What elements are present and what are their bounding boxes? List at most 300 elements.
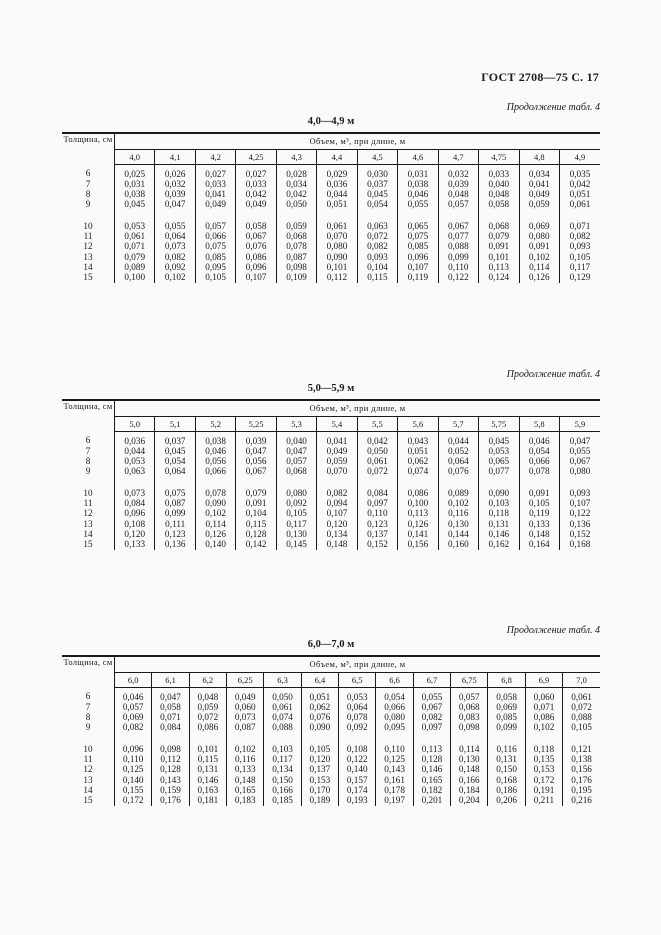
volume-cell: 0,037 <box>357 179 397 189</box>
thickness-cell: 13 <box>62 519 115 529</box>
length-header: 7,0 <box>563 673 600 688</box>
volume-cell: 0,102 <box>525 723 562 733</box>
thickness-cell: 14 <box>62 529 115 539</box>
volume-cell: 0,120 <box>317 519 357 529</box>
length-header: 5,7 <box>438 417 478 432</box>
volume-cell: 0,058 <box>479 200 519 210</box>
length-header: 4,1 <box>155 150 195 165</box>
table-section-5-0 <box>62 369 600 550</box>
volume-cell: 0,105 <box>519 498 559 508</box>
volume-cell: 0,116 <box>488 744 525 754</box>
volume-cell: 0,033 <box>195 179 235 189</box>
volume-cell: 0,090 <box>301 723 338 733</box>
volume-header: Объем, м³, при длине, м <box>115 656 601 673</box>
volume-cell: 0,103 <box>264 744 301 754</box>
volume-cell: 0,100 <box>115 273 155 283</box>
volume-cell: 0,059 <box>189 702 226 712</box>
volume-cell: 0,042 <box>236 190 276 200</box>
volume-cell: 0,109 <box>276 273 316 283</box>
volume-cell: 0,071 <box>115 242 155 252</box>
volume-cell: 0,098 <box>276 262 316 272</box>
length-header: 6,8 <box>488 673 525 688</box>
volume-cell: 0,079 <box>479 231 519 241</box>
table-row <box>62 796 600 806</box>
volume-cell: 0,086 <box>398 488 438 498</box>
volume-cell: 0,150 <box>264 775 301 785</box>
volume-cell: 0,084 <box>357 488 397 498</box>
length-header: 6,5 <box>339 673 376 688</box>
volume-cell: 0,061 <box>115 231 155 241</box>
volume-cell: 0,027 <box>195 165 235 180</box>
volume-cell: 0,115 <box>189 754 226 764</box>
volume-cell: 0,130 <box>276 529 316 539</box>
volume-cell: 0,058 <box>488 688 525 703</box>
volume-cell: 0,143 <box>152 775 189 785</box>
volume-cell: 0,105 <box>569 251 591 262</box>
volume-cell: 0,050 <box>264 688 301 703</box>
volume-cell: 0,156 <box>398 540 438 550</box>
volume-cell: 0,036 <box>317 179 357 189</box>
volume-cell: 0,068 <box>276 467 316 477</box>
volume-cell: 0,046 <box>398 190 438 200</box>
volume-cell: 0,044 <box>438 432 478 447</box>
volume-cell: 0,063 <box>115 467 155 477</box>
volume-cell: 0,148 <box>519 529 559 539</box>
volume-cell: 0,055 <box>155 221 195 231</box>
volume-cell: 0,161 <box>376 775 413 785</box>
volume-cell: 0,137 <box>301 765 338 775</box>
table-row <box>62 252 600 262</box>
volume-cell: 0,051 <box>569 189 591 200</box>
volume-cell: 0,080 <box>519 231 559 241</box>
volume-cell: 0,038 <box>398 179 438 189</box>
table-header-row <box>62 400 600 417</box>
group-spacer <box>62 210 600 221</box>
length-header-row <box>62 150 600 165</box>
volume-cell: 0,038 <box>195 432 235 447</box>
volume-cell: 0,057 <box>195 221 235 231</box>
thickness-cell: 13 <box>62 775 115 785</box>
thickness-cell: 15 <box>62 796 115 806</box>
length-header: 4,9 <box>559 150 600 165</box>
volume-cell: 0,094 <box>317 498 357 508</box>
volume-cell: 0,030 <box>357 165 397 180</box>
volume-cell: 0,044 <box>115 446 155 456</box>
length-header: 6,75 <box>451 673 488 688</box>
volume-cell: 0,082 <box>357 242 397 252</box>
volume-cell: 0,102 <box>519 252 559 262</box>
volume-cell: 0,055 <box>398 200 438 210</box>
volume-cell: 0,159 <box>152 785 189 795</box>
volume-cell: 0,153 <box>301 775 338 785</box>
volume-cell: 0,146 <box>479 529 519 539</box>
volume-cell: 0,099 <box>438 252 478 262</box>
table-row <box>62 754 600 764</box>
length-header: 5,2 <box>195 417 235 432</box>
volume-cell: 0,057 <box>451 688 488 703</box>
volume-cell: 0,053 <box>479 446 519 456</box>
length-range-title: 5,0—5,9 м <box>307 383 355 394</box>
volume-cell: 0,148 <box>317 540 357 550</box>
volume-cell: 0,133 <box>519 519 559 529</box>
volume-cell: 0,129 <box>569 272 591 283</box>
table-row <box>62 765 600 775</box>
length-header: 6,0 <box>115 673 152 688</box>
volume-cell: 0,115 <box>357 273 397 283</box>
thickness-cell: 12 <box>62 509 115 519</box>
volume-cell: 0,104 <box>236 509 276 519</box>
volume-cell: 0,049 <box>317 446 357 456</box>
volume-cell: 0,178 <box>376 785 413 795</box>
volume-cell: 0,182 <box>413 785 450 795</box>
volume-cell: 0,036 <box>115 432 155 447</box>
volume-cell: 0,113 <box>479 262 519 272</box>
volume-cell: 0,141 <box>398 529 438 539</box>
volume-cell: 0,107 <box>317 509 357 519</box>
volume-cell: 0,186 <box>488 785 525 795</box>
volume-cell: 0,038 <box>115 190 155 200</box>
volume-cell: 0,090 <box>195 498 235 508</box>
volume-cell: 0,097 <box>357 498 397 508</box>
table-row <box>62 467 600 477</box>
volume-cell: 0,034 <box>519 165 559 180</box>
length-header: 4,75 <box>479 150 519 165</box>
length-header: 5,1 <box>155 417 195 432</box>
volume-cell: 0,120 <box>301 754 338 764</box>
volume-cell: 0,080 <box>276 488 316 498</box>
volume-cell: 0,102 <box>438 498 478 508</box>
table-row <box>62 723 600 733</box>
volume-cell: 0,163 <box>189 785 226 795</box>
volume-cell: 0,105 <box>276 509 316 519</box>
volume-cell: 0,044 <box>317 190 357 200</box>
volume-cell: 0,143 <box>376 765 413 775</box>
volume-cell: 0,099 <box>488 723 525 733</box>
volume-cell: 0,031 <box>115 179 155 189</box>
table-row <box>62 498 600 508</box>
volume-cell: 0,117 <box>276 519 316 529</box>
volume-cell: 0,046 <box>195 446 235 456</box>
volume-cell: 0,131 <box>479 519 519 529</box>
volume-cell: 0,172 <box>525 775 562 785</box>
volume-cell: 0,048 <box>189 688 226 703</box>
volume-cell: 0,165 <box>413 775 450 785</box>
volume-cell: 0,072 <box>357 231 397 241</box>
volume-cell: 0,134 <box>264 765 301 775</box>
volume-cell: 0,197 <box>376 796 413 806</box>
volume-cell: 0,121 <box>571 743 592 754</box>
volume-cell: 0,206 <box>488 796 525 806</box>
volume-cell: 0,165 <box>227 785 264 795</box>
thickness-cell: 11 <box>62 498 115 508</box>
volume-cell: 0,128 <box>152 765 189 775</box>
volume-cell: 0,155 <box>115 785 152 795</box>
volume-cell: 0,201 <box>413 796 450 806</box>
continuation-label: Продолжение табл. 4 <box>506 625 600 636</box>
group-spacer <box>62 477 600 488</box>
volume-cell: 0,107 <box>398 262 438 272</box>
length-header: 5,25 <box>236 417 276 432</box>
volume-cell: 0,048 <box>438 190 478 200</box>
table-row <box>62 519 600 529</box>
volume-cell: 0,130 <box>451 754 488 764</box>
thickness-cell: 7 <box>62 446 115 456</box>
length-header: 5,9 <box>559 417 600 432</box>
volume-cell: 0,069 <box>115 713 152 723</box>
thickness-cell: 11 <box>62 231 115 241</box>
volume-cell: 0,069 <box>488 702 525 712</box>
volume-cell: 0,060 <box>227 702 264 712</box>
volume-cell: 0,092 <box>339 723 376 733</box>
volume-cell: 0,131 <box>488 754 525 764</box>
length-header: 5,8 <box>519 417 559 432</box>
volume-cell: 0,126 <box>398 519 438 529</box>
volume-cell: 0,025 <box>115 165 155 180</box>
thickness-cell: 15 <box>62 273 115 283</box>
table-row <box>62 457 600 467</box>
volume-cell: 0,039 <box>438 179 478 189</box>
volume-header: Объем, м³, при длине, м <box>115 400 601 417</box>
volume-cell: 0,034 <box>276 179 316 189</box>
volume-cell: 0,108 <box>339 744 376 754</box>
volume-cell: 0,050 <box>357 446 397 456</box>
volume-cell: 0,146 <box>413 765 450 775</box>
volume-cell: 0,122 <box>339 754 376 764</box>
volume-cell: 0,040 <box>479 179 519 189</box>
volume-cell: 0,086 <box>236 252 276 262</box>
volume-cell: 0,037 <box>155 432 195 447</box>
volume-cell: 0,117 <box>569 261 591 272</box>
volume-cell: 0,066 <box>195 467 235 477</box>
volume-cell: 0,058 <box>236 221 276 231</box>
volume-cell: 0,075 <box>398 231 438 241</box>
volume-cell: 0,080 <box>317 242 357 252</box>
table-row <box>62 702 600 712</box>
volume-cell: 0,114 <box>519 262 559 272</box>
volume-cell: 0,204 <box>451 796 488 806</box>
volume-cell: 0,176 <box>571 774 592 785</box>
volume-cell: 0,128 <box>413 754 450 764</box>
volume-cell: 0,078 <box>276 242 316 252</box>
volume-cell: 0,120 <box>115 529 155 539</box>
volume-cell: 0,133 <box>227 765 264 775</box>
volume-cell: 0,087 <box>155 498 195 508</box>
volume-cell: 0,033 <box>479 165 519 180</box>
volume-cell: 0,065 <box>398 221 438 231</box>
volume-cell: 0,053 <box>115 221 155 231</box>
volume-cell: 0,102 <box>155 273 195 283</box>
volume-cell: 0,054 <box>357 200 397 210</box>
volume-cell: 0,176 <box>152 796 189 806</box>
volume-cell: 0,061 <box>264 702 301 712</box>
volume-cell: 0,069 <box>519 221 559 231</box>
volume-cell: 0,092 <box>155 262 195 272</box>
volume-cell: 0,032 <box>438 165 478 180</box>
volume-cell: 0,105 <box>571 722 592 733</box>
length-header: 4,2 <box>195 150 235 165</box>
volume-cell: 0,066 <box>376 702 413 712</box>
volume-table <box>62 399 600 550</box>
table-row <box>62 179 600 189</box>
length-header: 5,6 <box>398 417 438 432</box>
table-row <box>62 446 600 456</box>
volume-cell: 0,124 <box>479 273 519 283</box>
volume-cell: 0,026 <box>155 165 195 180</box>
volume-table <box>62 132 600 283</box>
length-header: 4,25 <box>236 150 276 165</box>
volume-cell: 0,049 <box>227 688 264 703</box>
thickness-cell: 13 <box>62 252 115 262</box>
volume-cell: 0,071 <box>525 702 562 712</box>
volume-cell: 0,090 <box>479 488 519 498</box>
volume-cell: 0,045 <box>479 432 519 447</box>
table-row <box>62 713 600 723</box>
volume-cell: 0,119 <box>398 273 438 283</box>
length-header: 6,7 <box>413 673 450 688</box>
volume-cell: 0,071 <box>569 220 591 231</box>
volume-cell: 0,074 <box>398 467 438 477</box>
volume-cell: 0,134 <box>317 529 357 539</box>
thickness-cell: 14 <box>62 262 115 272</box>
volume-cell: 0,064 <box>155 467 195 477</box>
table-row <box>62 488 600 498</box>
thickness-column-header: Толщина, см <box>62 400 115 432</box>
volume-cell: 0,150 <box>488 765 525 775</box>
volume-cell: 0,078 <box>519 467 559 477</box>
table-row <box>62 509 600 519</box>
volume-cell: 0,084 <box>152 723 189 733</box>
table-row <box>62 688 600 703</box>
volume-cell: 0,076 <box>236 242 276 252</box>
table-row <box>62 200 600 210</box>
volume-cell: 0,087 <box>227 723 264 733</box>
volume-cell: 0,082 <box>155 252 195 262</box>
thickness-cell: 7 <box>62 179 115 189</box>
volume-cell: 0,051 <box>301 688 338 703</box>
volume-cell: 0,056 <box>236 457 276 467</box>
volume-cell: 0,114 <box>195 519 235 529</box>
volume-cell: 0,039 <box>155 190 195 200</box>
volume-cell: 0,029 <box>317 165 357 180</box>
volume-cell: 0,092 <box>276 498 316 508</box>
volume-cell: 0,193 <box>339 796 376 806</box>
volume-cell: 0,107 <box>569 498 591 509</box>
volume-cell: 0,170 <box>301 785 338 795</box>
volume-cell: 0,136 <box>155 540 195 550</box>
volume-cell: 0,144 <box>438 529 478 539</box>
volume-cell: 0,054 <box>519 446 559 456</box>
volume-cell: 0,146 <box>189 775 226 785</box>
table-row <box>62 262 600 272</box>
volume-cell: 0,101 <box>317 262 357 272</box>
continuation-label: Продолжение табл. 4 <box>506 102 600 113</box>
volume-cell: 0,057 <box>276 457 316 467</box>
volume-cell: 0,137 <box>357 529 397 539</box>
volume-cell: 0,068 <box>276 231 316 241</box>
volume-cell: 0,067 <box>236 467 276 477</box>
volume-cell: 0,083 <box>451 713 488 723</box>
thickness-cell: 10 <box>62 488 115 498</box>
volume-cell: 0,101 <box>479 252 519 262</box>
volume-cell: 0,067 <box>236 231 276 241</box>
volume-cell: 0,051 <box>317 200 357 210</box>
volume-cell: 0,057 <box>115 702 152 712</box>
thickness-cell: 8 <box>62 190 115 200</box>
page-header: ГОСТ 2708—75 С. 17 <box>481 70 599 84</box>
volume-cell: 0,040 <box>276 432 316 447</box>
volume-cell: 0,098 <box>451 723 488 733</box>
volume-cell: 0,088 <box>264 723 301 733</box>
table-row <box>62 529 600 539</box>
volume-cell: 0,096 <box>398 252 438 262</box>
volume-cell: 0,028 <box>276 165 316 180</box>
volume-cell: 0,061 <box>571 691 592 702</box>
volume-cell: 0,098 <box>152 744 189 754</box>
volume-cell: 0,126 <box>519 273 559 283</box>
volume-cell: 0,095 <box>376 723 413 733</box>
volume-cell: 0,046 <box>519 432 559 447</box>
group-spacer <box>62 733 600 744</box>
volume-cell: 0,140 <box>195 540 235 550</box>
volume-cell: 0,082 <box>317 488 357 498</box>
volume-cell: 0,078 <box>339 713 376 723</box>
volume-cell: 0,097 <box>413 723 450 733</box>
volume-cell: 0,133 <box>115 540 155 550</box>
volume-cell: 0,066 <box>519 457 559 467</box>
volume-cell: 0,086 <box>525 713 562 723</box>
volume-cell: 0,168 <box>488 775 525 785</box>
volume-cell: 0,064 <box>339 702 376 712</box>
volume-cell: 0,075 <box>195 242 235 252</box>
volume-cell: 0,035 <box>569 168 591 179</box>
table-row <box>62 190 600 200</box>
volume-cell: 0,056 <box>195 457 235 467</box>
length-header: 6,1 <box>152 673 189 688</box>
volume-cell: 0,130 <box>438 519 478 529</box>
volume-cell: 0,064 <box>438 457 478 467</box>
volume-cell: 0,185 <box>264 796 301 806</box>
table-row <box>62 165 600 180</box>
volume-cell: 0,140 <box>339 765 376 775</box>
volume-cell: 0,189 <box>301 796 338 806</box>
table-row <box>62 785 600 795</box>
volume-cell: 0,135 <box>525 754 562 764</box>
volume-cell: 0,072 <box>189 713 226 723</box>
volume-cell: 0,093 <box>569 487 591 498</box>
thickness-cell: 10 <box>62 744 115 754</box>
thickness-column-header: Толщина, см <box>62 133 115 165</box>
table-row <box>62 744 600 754</box>
volume-cell: 0,119 <box>519 509 559 519</box>
volume-cell: 0,067 <box>438 221 478 231</box>
volume-cell: 0,086 <box>189 723 226 733</box>
volume-cell: 0,047 <box>569 435 591 446</box>
volume-cell: 0,072 <box>357 467 397 477</box>
volume-cell: 0,060 <box>525 688 562 703</box>
volume-cell: 0,076 <box>438 467 478 477</box>
volume-cell: 0,110 <box>357 509 397 519</box>
volume-cell: 0,105 <box>195 273 235 283</box>
volume-cell: 0,055 <box>413 688 450 703</box>
length-header: 5,0 <box>115 417 155 432</box>
volume-cell: 0,138 <box>571 754 592 765</box>
volume-cell: 0,122 <box>569 508 591 519</box>
volume-cell: 0,183 <box>227 796 264 806</box>
volume-cell: 0,072 <box>571 701 592 712</box>
volume-cell: 0,102 <box>195 509 235 519</box>
volume-cell: 0,136 <box>569 518 591 529</box>
volume-cell: 0,042 <box>357 432 397 447</box>
